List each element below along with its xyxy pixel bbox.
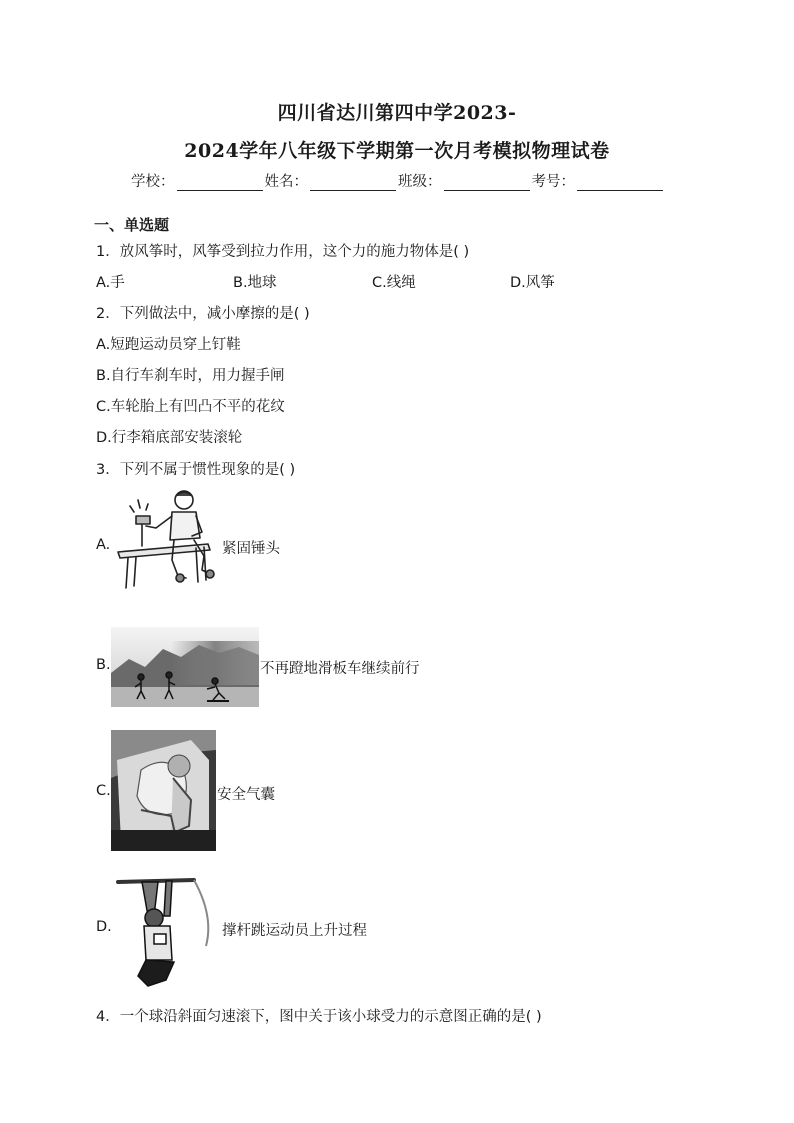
question-1-stem: 1．放风筝时，风筝受到拉力作用，这个力的施力物体是( ) — [96, 244, 470, 260]
q1-option-c[interactable]: C.线绳 — [372, 275, 416, 291]
class-field — [398, 170, 530, 191]
school-field — [131, 170, 263, 191]
question-4-stem: 4．一个球沿斜面匀速滚下，图中关于该小球受力的示意图正确的是( ) — [96, 1009, 542, 1025]
q3-option-a-letter[interactable]: A. — [96, 537, 111, 553]
exam-number-label: 考号： — [531, 174, 575, 190]
exam-title-line2: 2024学年八年级下学期第一次月考模拟物理试卷 — [184, 140, 610, 162]
q1-option-b[interactable]: B.地球 — [233, 275, 277, 291]
question-2-stem: 2．下列做法中，减小摩擦的是( ) — [96, 306, 310, 322]
q2-option-c[interactable]: C.车轮胎上有凹凸不平的花纹 — [96, 399, 285, 415]
pole-vault-photo — [114, 876, 214, 988]
q2-option-b[interactable]: B.自行车刹车时，用力握手闸 — [96, 368, 285, 384]
q2-option-d[interactable]: D.行李箱底部安装滚轮 — [96, 430, 243, 446]
q1-option-d[interactable]: D.风筝 — [510, 275, 555, 291]
exam-number-field — [532, 170, 664, 191]
exam-number-blank[interactable] — [577, 176, 663, 191]
q3-option-b-letter[interactable]: B. — [96, 657, 111, 673]
q3-option-d-text[interactable]: 撑杆跳运动员上升过程 — [222, 923, 367, 939]
class-blank[interactable] — [444, 176, 530, 191]
name-label: 姓名： — [264, 174, 308, 190]
q2-option-a[interactable]: A.短跑运动员穿上钉鞋 — [96, 337, 241, 353]
section-heading: 一、单选题 — [94, 216, 170, 234]
q3-option-a-text[interactable]: 紧固锤头 — [222, 541, 280, 557]
name-blank[interactable] — [310, 176, 396, 191]
name-field — [265, 170, 397, 191]
scooter-photo — [111, 627, 259, 707]
school-label: 学校： — [131, 174, 175, 190]
question-3-stem: 3．下列不属于惯性现象的是( ) — [96, 462, 296, 478]
class-label: 班级： — [398, 174, 442, 190]
airbag-photo — [111, 730, 216, 851]
q3-option-b-text[interactable]: 不再蹬地滑板车继续前行 — [260, 661, 420, 677]
q1-option-a[interactable]: A.手 — [96, 275, 125, 291]
school-blank[interactable] — [177, 176, 263, 191]
q3-option-d-letter[interactable]: D. — [96, 919, 112, 935]
exam-title-line1: 四川省达川第四中学2023- — [277, 102, 517, 124]
hammer-tightening-image — [112, 486, 222, 592]
student-info-row — [0, 170, 794, 191]
q3-option-c-text[interactable]: 安全气囊 — [217, 787, 275, 803]
q3-option-c-letter[interactable]: C. — [96, 783, 111, 799]
